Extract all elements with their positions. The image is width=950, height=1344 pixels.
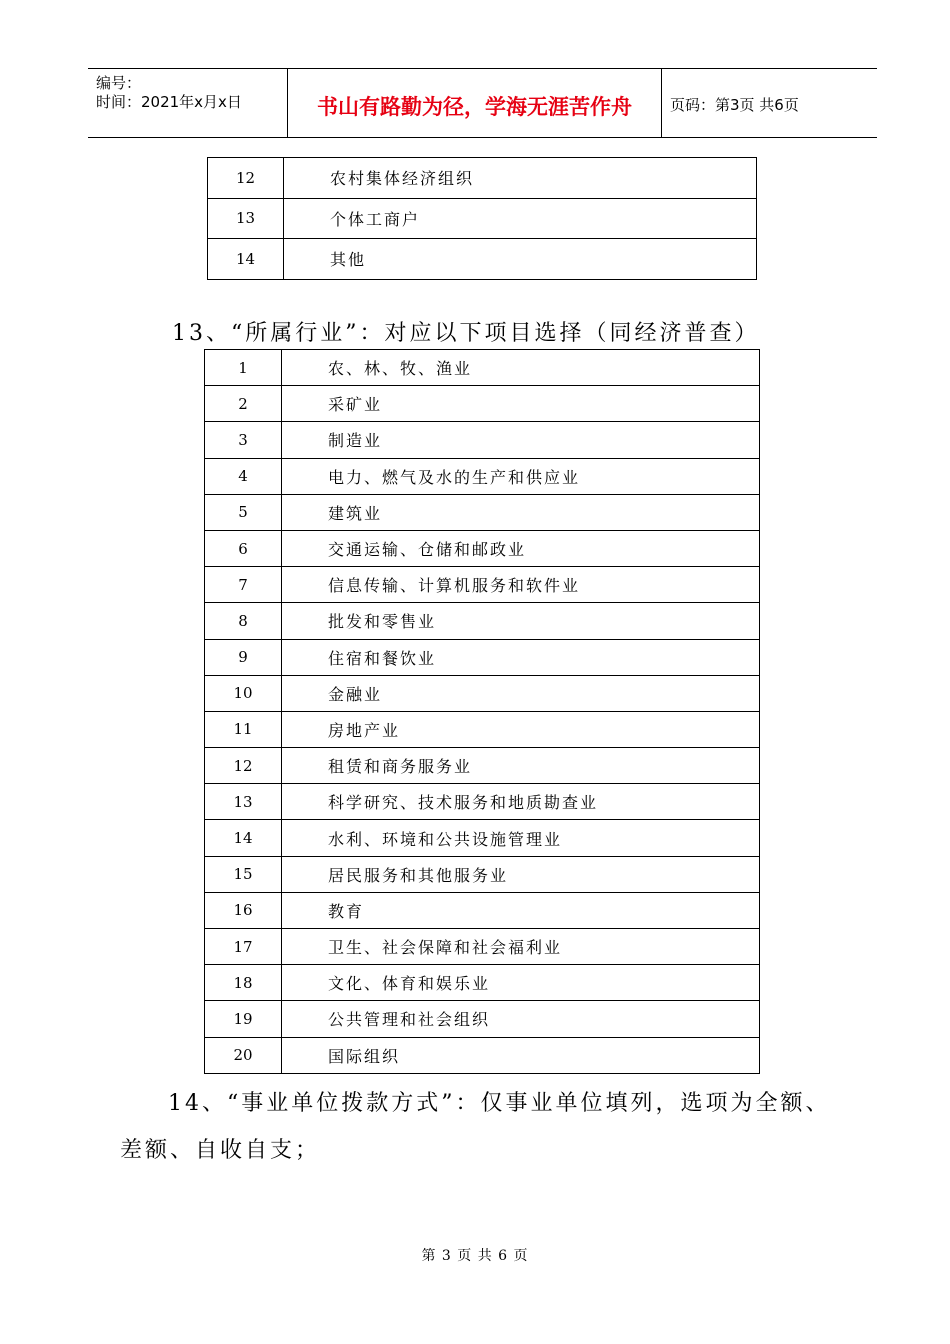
table-row: [208, 239, 757, 280]
table-row: [205, 530, 760, 566]
table-row: [205, 458, 760, 494]
row-label: 采矿业: [282, 386, 760, 422]
row-label: 其他: [284, 239, 757, 280]
row-number: 2: [205, 386, 282, 422]
row-number: 11: [205, 711, 282, 747]
row-number: 12: [205, 748, 282, 784]
table-row: [205, 748, 760, 784]
table-row: [205, 350, 760, 386]
row-label: 个体工商户: [284, 198, 757, 239]
row-label: 农、林、牧、渔业: [282, 350, 760, 386]
row-number: 9: [205, 639, 282, 675]
row-number: 10: [205, 675, 282, 711]
table-row: [205, 820, 760, 856]
header-meta: [88, 69, 288, 137]
table-row: [205, 603, 760, 639]
row-number: 6: [205, 530, 282, 566]
time-label: 时间：2021年x月x日: [96, 93, 242, 111]
row-number: 14: [205, 820, 282, 856]
table-row: [205, 856, 760, 892]
page-header: [88, 68, 877, 138]
row-label: 教育: [282, 892, 760, 928]
row-label: 电力、燃气及水的生产和供应业: [282, 458, 760, 494]
row-number: 15: [205, 856, 282, 892]
industry-table: [204, 349, 760, 1074]
row-label: 水利、环境和公共设施管理业: [282, 820, 760, 856]
header-page-info: 页码：第3页 共6页: [670, 96, 799, 114]
row-number: 12: [208, 158, 284, 199]
row-label: 居民服务和其他服务业: [282, 856, 760, 892]
table-row: [205, 675, 760, 711]
ownership-table-tail: [207, 157, 757, 280]
row-label: 制造业: [282, 422, 760, 458]
header-motto-cell: [288, 69, 662, 137]
table-row: [205, 1037, 760, 1073]
row-number: 19: [205, 1001, 282, 1037]
row-label: 信息传输、计算机服务和软件业: [282, 567, 760, 603]
row-number: 5: [205, 494, 282, 530]
section-14-line-1: 14、“事业单位拨款方式”：仅事业单位填列，选项为全额、: [168, 1091, 831, 1116]
row-number: 1: [205, 350, 282, 386]
row-number: 4: [205, 458, 282, 494]
row-number: 17: [205, 929, 282, 965]
row-number: 16: [205, 892, 282, 928]
table-row: [205, 1001, 760, 1037]
row-number: 7: [205, 567, 282, 603]
table-row: [208, 198, 757, 239]
table-row: [205, 965, 760, 1001]
row-label: 公共管理和社会组织: [282, 1001, 760, 1037]
row-label: 租赁和商务服务业: [282, 748, 760, 784]
row-number: 8: [205, 603, 282, 639]
row-label: 卫生、社会保障和社会福利业: [282, 929, 760, 965]
row-label: 文化、体育和娱乐业: [282, 965, 760, 1001]
row-label: 批发和零售业: [282, 603, 760, 639]
page-footer: 第 3 页 共 6 页: [421, 1248, 529, 1264]
row-label: 交通运输、仓储和邮政业: [282, 530, 760, 566]
row-label: 农村集体经济组织: [284, 158, 757, 199]
row-label: 金融业: [282, 675, 760, 711]
table-row: [205, 494, 760, 530]
table-row: [205, 567, 760, 603]
row-label: 科学研究、技术服务和地质勘查业: [282, 784, 760, 820]
section-14-line-2: 差额、自收自支；: [120, 1138, 321, 1163]
table-row: [205, 892, 760, 928]
row-label: 国际组织: [282, 1037, 760, 1073]
row-label: 住宿和餐饮业: [282, 639, 760, 675]
table-row: [205, 386, 760, 422]
table-row: [205, 929, 760, 965]
row-number: 13: [208, 198, 284, 239]
header-page-cell: [662, 69, 877, 137]
table-row: [205, 784, 760, 820]
header-motto: 书山有路勤为径，学海无涯苦作舟: [317, 95, 632, 119]
row-number: 3: [205, 422, 282, 458]
row-label: 房地产业: [282, 711, 760, 747]
section-13-heading: 13、“所属行业”：对应以下项目选择（同经济普查）: [172, 321, 760, 346]
row-number: 18: [205, 965, 282, 1001]
table-row: [205, 711, 760, 747]
table-row: [208, 158, 757, 199]
row-number: 20: [205, 1037, 282, 1073]
row-number: 13: [205, 784, 282, 820]
number-label: 编号：: [96, 74, 142, 92]
table-row: [205, 422, 760, 458]
row-number: 14: [208, 239, 284, 280]
table-row: [205, 639, 760, 675]
row-label: 建筑业: [282, 494, 760, 530]
